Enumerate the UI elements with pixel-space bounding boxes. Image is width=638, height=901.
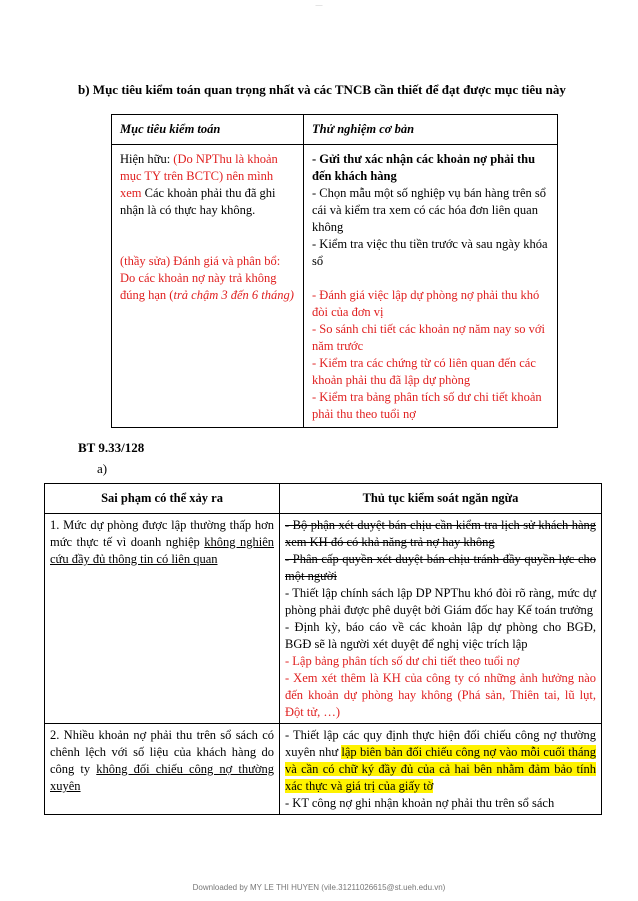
column-header-misstatement: Sai phạm có thể xảy ra (45, 484, 280, 514)
control-cell (280, 514, 602, 724)
control-item: - Thiết lập các quy định thực hiện đối chiếu công nợ thường xuyên như lập biên bản đối chiếu công nợ vào mỗi cuối tháng và cần có chữ ký đầy đủ của cả hai bên nhằm đảm bảo tính xác thực và giá trị của giấy tờ (285, 728, 597, 793)
test-item: - Kiểm tra các chứng từ có liên quan đến các khoản phải thu đã lập dự phòng (312, 356, 536, 387)
control-item: - Định kỳ, báo cáo về các khoản lập dự phòng cho BGĐ, BGĐ sẽ là người xét duyệt để nghị việc trích lập (285, 620, 596, 651)
download-footer: Downloaded by MY LE THI HUYEN (vile.31211026615@st.ueh.edu.vn) (192, 883, 446, 892)
page-top-mark: — (315, 2, 323, 9)
audit-objectives-table (111, 114, 558, 428)
objective-cell (112, 145, 304, 428)
control-procedures-table (44, 483, 602, 815)
control-item: - Thiết lập chính sách lập DP NPThu khó đòi rõ ràng, mức dự phòng phải được phê duyệt bởi Giám đốc hay Kế toán trưởng (285, 586, 596, 617)
exercise-title: BT 9.33/128 (78, 440, 145, 455)
control-item: - Xem xét thêm là KH của công ty có những ảnh hưởng nào đến khoản dự phòng hay không (Phá sản, Thiên tai, lũ lụt, Đột tử, …) (285, 671, 596, 719)
test-confirmation: - Gửi thư xác nhận các khoản nợ phải thu đến khách hàng (312, 152, 536, 183)
test-sample-sales: - Chọn mẫu một số nghiệp vụ bán hàng trên sổ cái và kiểm tra xem có các hóa đơn liên quan không (312, 186, 546, 234)
table-row (45, 514, 602, 724)
struck-item: - Phân cấp quyền xét duyệt bán chịu tránh đầy quyền lực cho một người (285, 552, 596, 583)
test-item: - Kiểm tra bảng phân tích số dư chi tiết khoản phải thu theo tuổi nợ (312, 390, 542, 421)
control-item: - KT công nợ ghi nhận khoản nợ phải thu trên sổ sách (285, 796, 555, 810)
table-row (112, 145, 558, 428)
column-header-objective: Mục tiêu kiểm toán (112, 115, 304, 145)
objective-valuation: (thầy sửa) Đánh giá và phân bổ: Do các khoản nợ này trả không đúng hạn (trả chậm 3 đến 6 tháng) (120, 254, 294, 302)
highlighted-text: lập biên bản đối chiếu công nợ vào mỗi cuối tháng và cần có chữ ký đầy đủ của cả hai bên nhằm đảm bảo tính xác thực và giá trị của giấy tờ (285, 745, 597, 793)
misstatement-cell: 2. Nhiều khoản nợ phải thu trên sổ sách có chênh lệch với số liệu của khách hàng do công ty không đối chiếu công nợ thường xuyên (45, 724, 280, 815)
table-header-row (45, 484, 602, 514)
column-header-control: Thủ tục kiểm soát ngăn ngừa (280, 484, 602, 514)
table-row (45, 724, 602, 815)
table-header-row (112, 115, 558, 145)
column-header-substantive-test: Thử nghiệm cơ bản (304, 115, 558, 145)
misstatement-cell: 1. Mức dự phòng được lập thường thấp hơn mức thực tế vì doanh nghiệp không nghiên cứu đầy đủ thông tin có liên quan (45, 514, 280, 724)
section-heading: b) Mục tiêu kiểm toán quan trọng nhất và các TNCB cần thiết để đạt được mục tiêu này (78, 82, 566, 97)
control-item: - Lập bảng phân tích số dư chi tiết theo tuổi nợ (285, 654, 520, 668)
control-cell (280, 724, 602, 815)
substantive-test-cell (304, 145, 558, 428)
struck-item: - Bộ phận xét duyệt bán chịu cần kiểm tra lịch sử khách hàng xem KH đó có khả năng trả nợ hay không (285, 518, 596, 549)
objective-existence: Hiện hữu: (Do NPThu là khoản mục TY trên BCTC) nên mình xem Các khoản phải thu đã ghi nhận là có thực hay không. (120, 152, 278, 217)
test-cutoff: - Kiểm tra việc thu tiền trước và sau ngày khóa sổ (312, 237, 548, 268)
test-item: - Đánh giá việc lập dự phòng nợ phải thu khó đòi của đơn vị (312, 288, 540, 319)
test-item: - So sánh chi tiết các khoản nợ năm nay so với năm trước (312, 322, 545, 353)
subsection-label: a) (97, 461, 108, 476)
